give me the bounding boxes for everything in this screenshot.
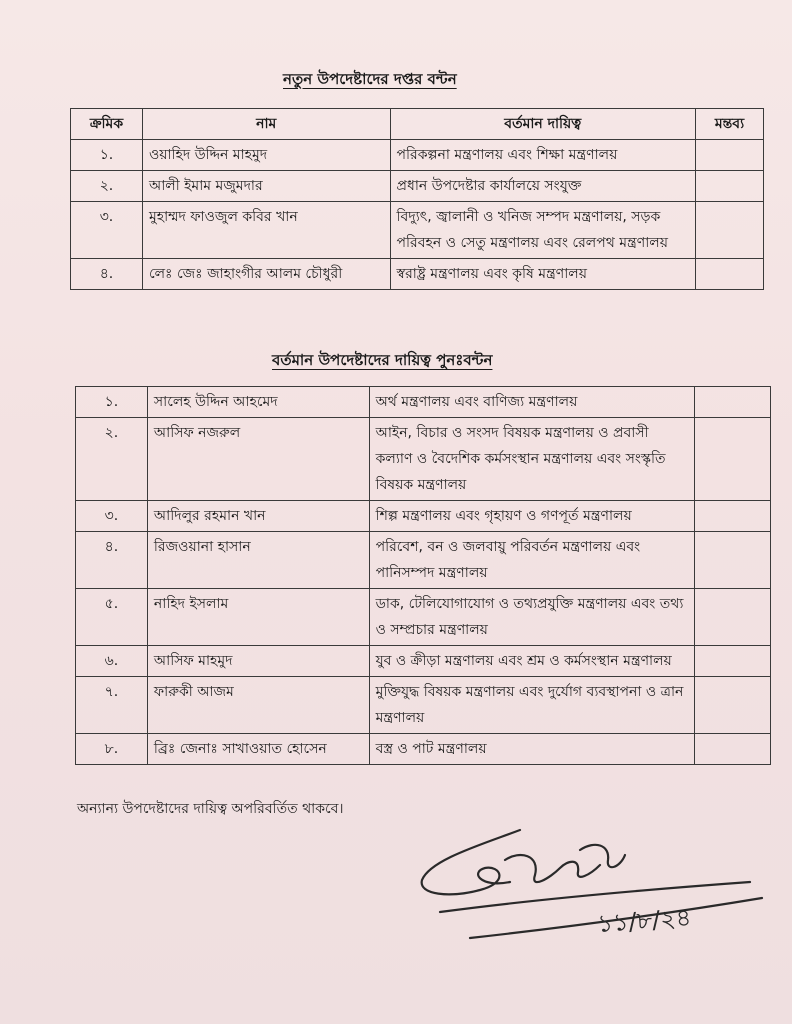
table-row xyxy=(76,646,771,677)
serial-cell: ৪. xyxy=(76,532,148,589)
duty-cell: পরিকল্পনা মন্ত্রণালয় এবং শিক্ষা মন্ত্রণালয় xyxy=(390,140,695,171)
table-row xyxy=(71,259,764,290)
table-row xyxy=(76,387,771,418)
new-advisers-heading: নতুন উপদেষ্টাদের দপ্তর বন্টন xyxy=(283,70,457,88)
name-cell: সালেহ উদ্দিন আহমেদ xyxy=(147,387,369,418)
duty-cell: অর্থ মন্ত্রণালয় এবং বাণিজ্য মন্ত্রণালয় xyxy=(369,387,695,418)
name-cell: মুহাম্মদ ফাওজুল কবির খান xyxy=(142,202,390,259)
name-cell: আলী ইমাম মজুমদার xyxy=(142,171,390,202)
serial-cell: ২. xyxy=(76,418,148,501)
duty-cell: প্রধান উপদেষ্টার কার্যালয়ে সংযুক্ত xyxy=(390,171,695,202)
table-row xyxy=(76,734,771,765)
table-row xyxy=(71,171,764,202)
duty-cell: স্বরাষ্ট্র মন্ত্রণালয় এবং কৃষি মন্ত্রণালয় xyxy=(390,259,695,290)
table-row xyxy=(76,589,771,646)
duty-cell: শিল্প মন্ত্রণালয় এবং গৃহায়ণ ও গণপূর্ত মন্ত্রণালয় xyxy=(369,501,695,532)
serial-cell: ৭. xyxy=(76,677,148,734)
remark-cell xyxy=(696,171,764,202)
serial-cell: ৫. xyxy=(76,589,148,646)
table-row xyxy=(76,418,771,501)
signature xyxy=(410,820,770,950)
table-row xyxy=(76,677,771,734)
duty-cell: বিদ্যুৎ, জ্বালানী ও খনিজ সম্পদ মন্ত্রণালয়, সড়ক পরিবহন ও সেতু মন্ত্রণালয় এবং রেলপথ মন্ত্রণালয় xyxy=(390,202,695,259)
serial-cell: ১. xyxy=(76,387,148,418)
duty-cell: আইন, বিচার ও সংসদ বিষয়ক মন্ত্রণালয় ও প্রবাসী কল্যাণ ও বৈদেশিক কর্মসংস্থান মন্ত্রণালয় এবং সংস্কৃতি বিষয়ক মন্ত্রণালয় xyxy=(369,418,695,501)
name-cell: ব্রিঃ জেনাঃ সাখাওয়াত হোসেন xyxy=(147,734,369,765)
remark-cell xyxy=(696,259,764,290)
column-header-duty: বর্তমান দায়িত্ব xyxy=(390,109,695,140)
serial-cell: ২. xyxy=(71,171,143,202)
serial-cell: ৪. xyxy=(71,259,143,290)
name-cell: আসিফ নজরুল xyxy=(147,418,369,501)
remark-cell xyxy=(695,418,771,501)
table-header-row xyxy=(71,109,764,140)
table-row xyxy=(71,202,764,259)
remark-cell xyxy=(695,532,771,589)
remark-cell xyxy=(695,646,771,677)
remark-cell xyxy=(696,202,764,259)
remark-cell xyxy=(695,501,771,532)
name-cell: আদিলুর রহমান খান xyxy=(147,501,369,532)
remark-cell xyxy=(695,677,771,734)
remark-cell xyxy=(696,140,764,171)
duty-cell: পরিবেশ, বন ও জলবায়ু পরিবর্তন মন্ত্রণালয় এবং পানিসম্পদ মন্ত্রণালয় xyxy=(369,532,695,589)
duty-cell: মুক্তিযুদ্ধ বিষয়ক মন্ত্রণালয় এবং দুর্যোগ ব্যবস্থাপনা ও ত্রান মন্ত্রণালয় xyxy=(369,677,695,734)
remark-cell xyxy=(695,734,771,765)
remark-cell xyxy=(695,589,771,646)
name-cell: ওয়াহিদ উদ্দিন মাহমুদ xyxy=(142,140,390,171)
duty-cell: ডাক, টেলিযোগাযোগ ও তথ্যপ্রযুক্তি মন্ত্রণালয় এবং তথ্য ও সম্প্রচার মন্ত্রণালয় xyxy=(369,589,695,646)
column-header-serial: ক্রমিক xyxy=(71,109,143,140)
name-cell: রিজওয়ানা হাসান xyxy=(147,532,369,589)
serial-cell: ৩. xyxy=(76,501,148,532)
current-advisers-heading: বর্তমান উপদেষ্টাদের দায়িত্ব পুনঃবন্টন xyxy=(272,351,493,369)
serial-cell: ৩. xyxy=(71,202,143,259)
remark-cell xyxy=(695,387,771,418)
name-cell: আসিফ মাহমুদ xyxy=(147,646,369,677)
signature-date: ১১/৮/২৪ xyxy=(596,903,693,938)
current-advisers-table xyxy=(75,386,771,765)
table-row xyxy=(71,140,764,171)
name-cell: ফারুকী আজম xyxy=(147,677,369,734)
serial-cell: ৮. xyxy=(76,734,148,765)
serial-cell: ১. xyxy=(71,140,143,171)
duty-cell: যুব ও ক্রীড়া মন্ত্রণালয় এবং শ্রম ও কর্মসংস্থান মন্ত্রণালয় xyxy=(369,646,695,677)
serial-cell: ৬. xyxy=(76,646,148,677)
name-cell: নাহিদ ইসলাম xyxy=(147,589,369,646)
table-row xyxy=(76,501,771,532)
new-advisers-table xyxy=(70,108,764,290)
table-row xyxy=(76,532,771,589)
column-header-remark: মন্তব্য xyxy=(696,109,764,140)
footer-note: অন্যান্য উপদেষ্টাদের দায়িত্ব অপরিবর্তিত থাকবে। xyxy=(77,801,344,817)
name-cell: লেঃ জেঃ জাহাংগীর আলম চৌধুরী xyxy=(142,259,390,290)
duty-cell: বস্ত্র ও পাট মন্ত্রণালয় xyxy=(369,734,695,765)
column-header-name: নাম xyxy=(142,109,390,140)
